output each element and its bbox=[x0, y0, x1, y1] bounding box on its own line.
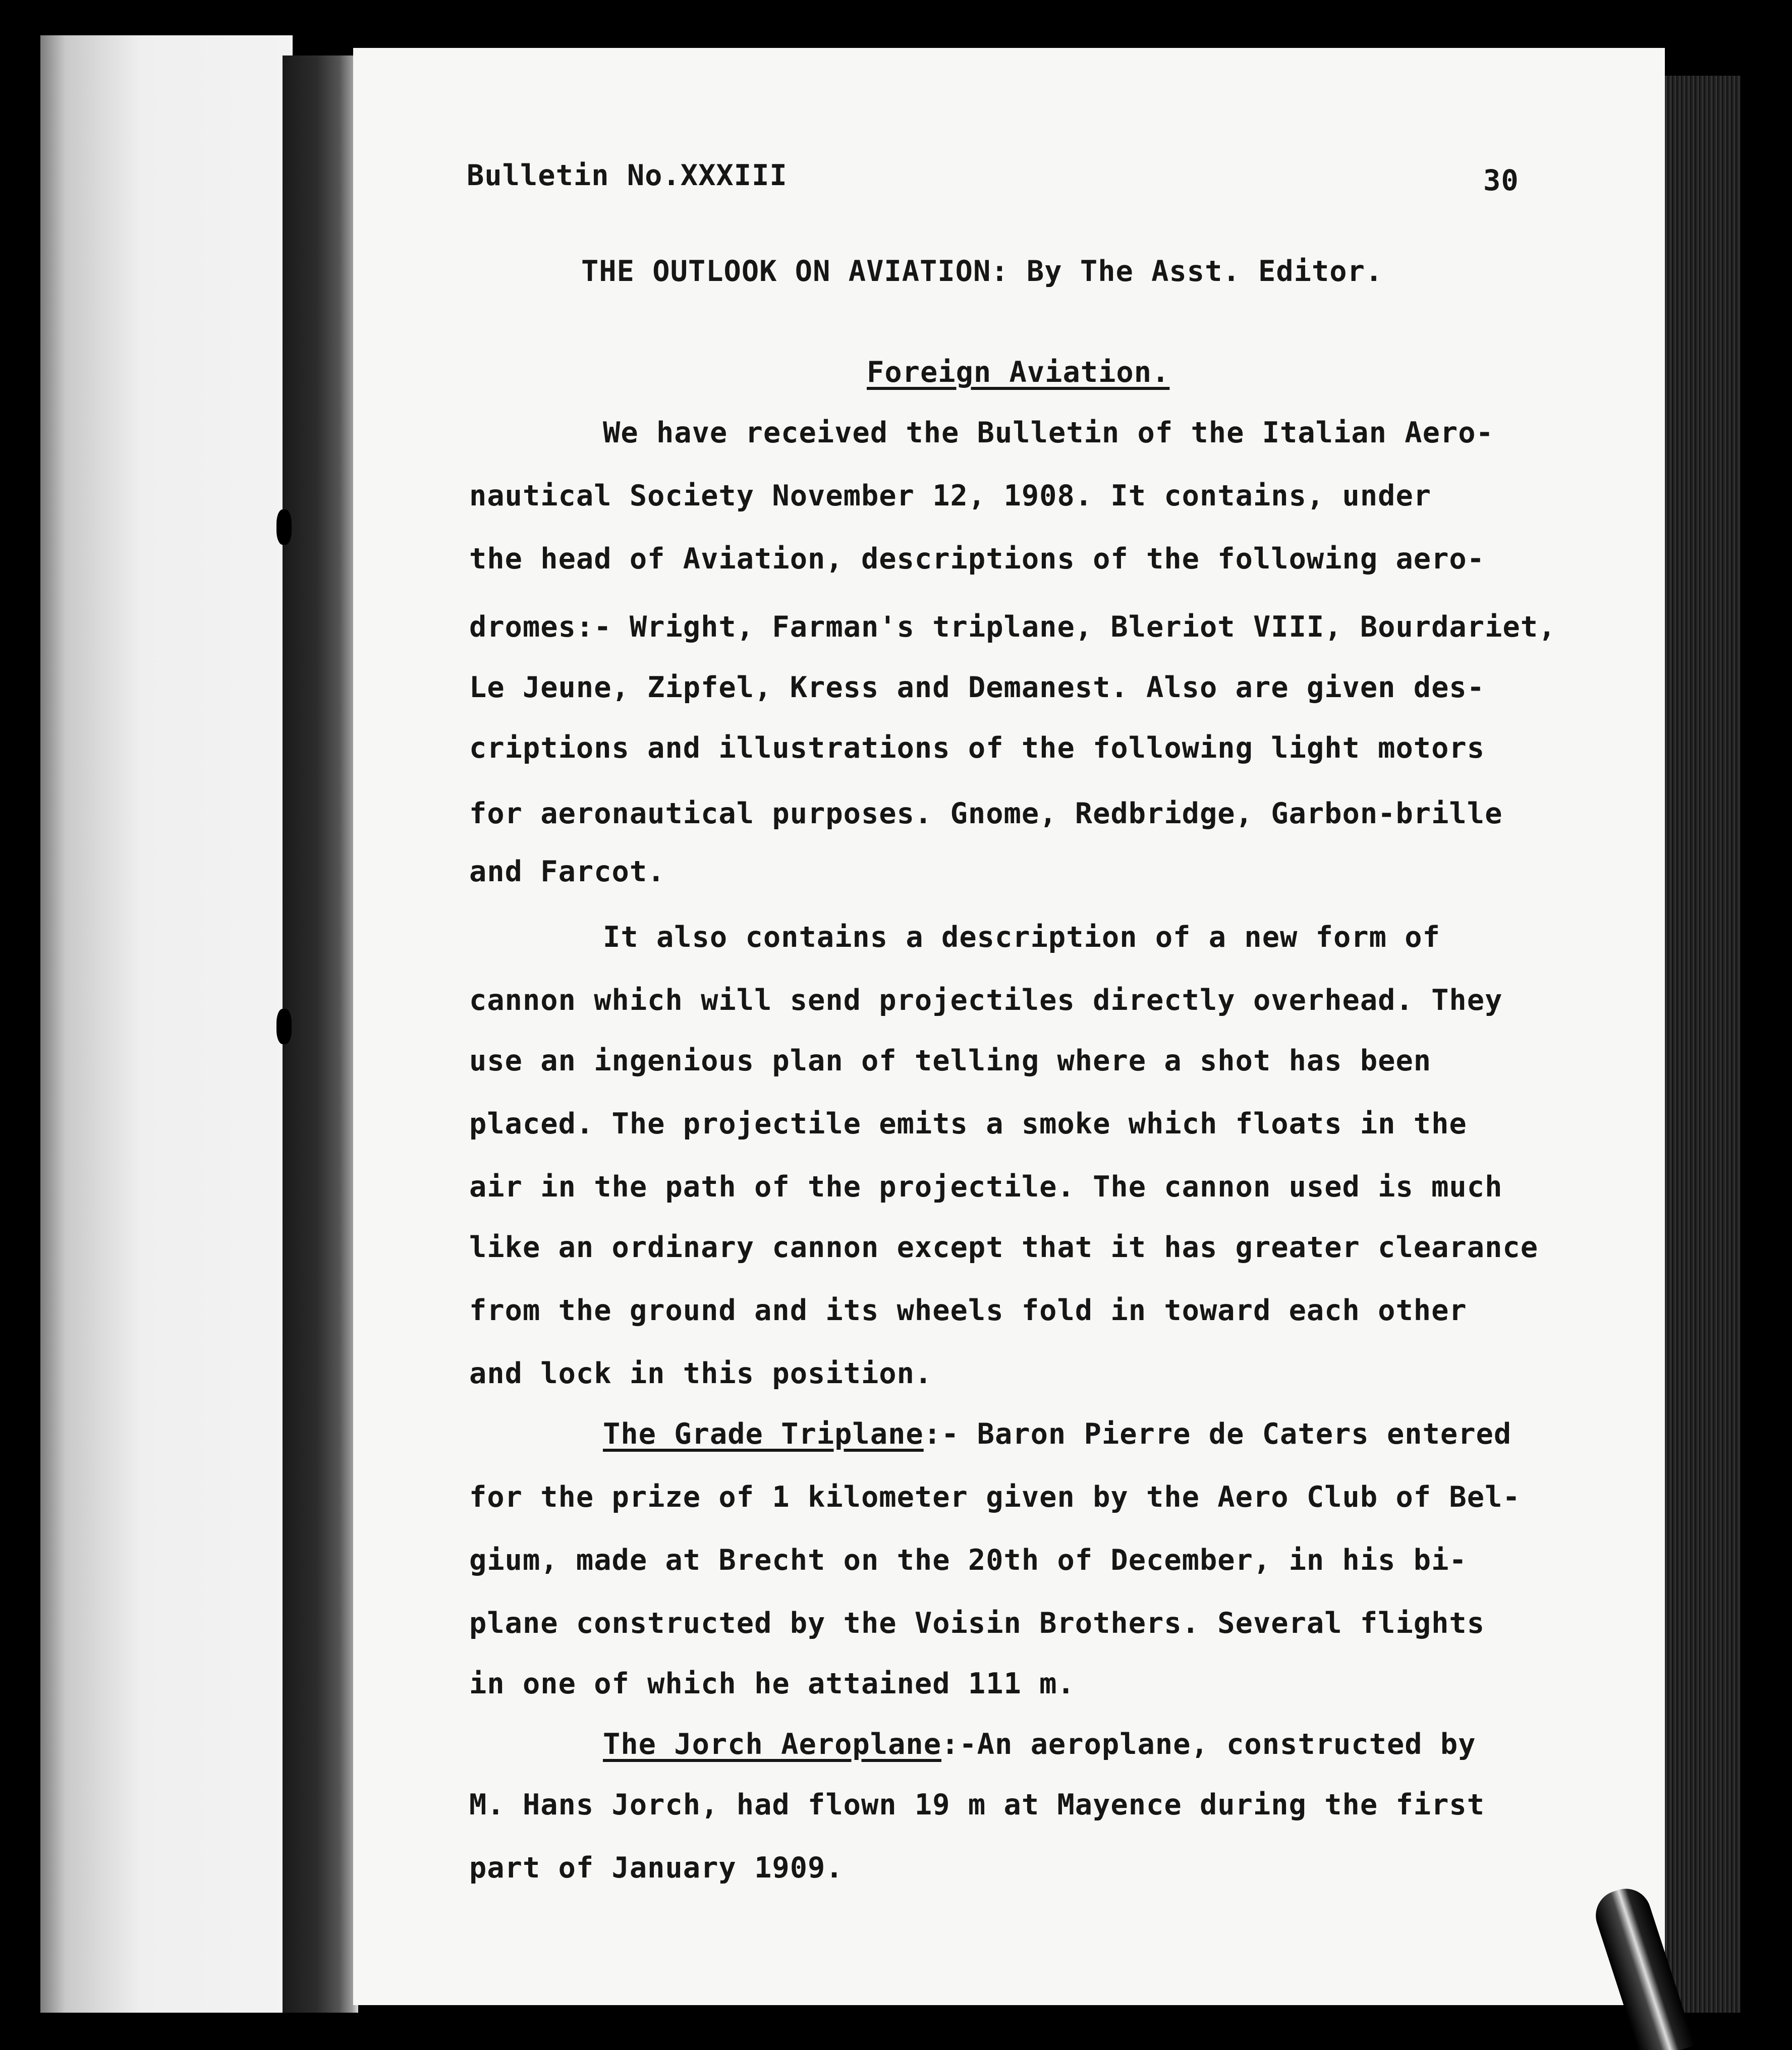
book-gutter-shadow bbox=[283, 55, 358, 2013]
paragraph-line: M. Hans Jorch, had flown 19 m at Mayence during the first bbox=[469, 1788, 1485, 1821]
subheading-grade-triplane: The Grade Triplane bbox=[603, 1417, 924, 1451]
paragraph-text: :-An aeroplane, constructed by bbox=[941, 1728, 1476, 1761]
paragraph-line: nautical Society November 12, 1908. It contains, under bbox=[469, 479, 1432, 512]
paragraph-line: for the prize of 1 kilometer given by the Aero Club of Bel- bbox=[469, 1480, 1521, 1514]
paragraph-line: gium, made at Brecht on the 20th of December, in his bi- bbox=[469, 1544, 1467, 1577]
binding-clip-mark bbox=[276, 509, 292, 545]
paragraph-line: dromes:- Wright, Farman's triplane, Bleriot VIII, Bourdariet, bbox=[469, 610, 1556, 644]
subheading-jorch-aeroplane: The Jorch Aeroplane bbox=[603, 1728, 942, 1761]
document-page bbox=[353, 48, 1665, 2005]
section-heading: Foreign Aviation. bbox=[867, 356, 1170, 389]
paragraph-line: like an ordinary cannon except that it has greater clearance bbox=[469, 1231, 1539, 1264]
paragraph-line bbox=[603, 1728, 1476, 1761]
paragraph-line: cannon which will send projectiles directly overhead. They bbox=[469, 984, 1503, 1017]
left-facing-page bbox=[40, 35, 293, 2013]
paragraph-line: use an ingenious plan of telling where a shot has been bbox=[469, 1044, 1432, 1077]
paragraph-line: We have received the Bulletin of the Italian Aero- bbox=[603, 416, 1494, 449]
paragraph-line bbox=[603, 1417, 1511, 1451]
document-title: THE OUTLOOK ON AVIATION: By The Asst. Editor. bbox=[581, 255, 1383, 288]
paragraph-line: air in the path of the projectile. The cannon used is much bbox=[469, 1170, 1503, 1204]
bulletin-number: Bulletin No.XXXIII bbox=[467, 159, 788, 192]
page-number: 30 bbox=[1483, 164, 1519, 197]
page-edges bbox=[1665, 76, 1741, 2013]
paragraph-line: part of January 1909. bbox=[469, 1851, 844, 1885]
paragraph-line: for aeronautical purposes. Gnome, Redbridge, Garbon-brille bbox=[469, 797, 1503, 830]
paragraph-line: plane constructed by the Voisin Brothers. Several flights bbox=[469, 1607, 1485, 1640]
paragraph-line: in one of which he attained 111 m. bbox=[469, 1667, 1075, 1700]
paragraph-text: :- Baron Pierre de Caters entered bbox=[923, 1417, 1512, 1451]
faint-bleed-text bbox=[86, 111, 104, 144]
paragraph-line: the head of Aviation, descriptions of the following aero- bbox=[469, 542, 1485, 576]
paragraph-line: placed. The projectile emits a smoke which floats in the bbox=[469, 1107, 1467, 1141]
binding-clip-mark bbox=[276, 1009, 292, 1044]
paragraph-line: It also contains a description of a new form of bbox=[603, 921, 1440, 954]
paragraph-line: criptions and illustrations of the following light motors bbox=[469, 731, 1485, 765]
paragraph-line: Le Jeune, Zipfel, Kress and Demanest. Also are given des- bbox=[469, 671, 1485, 704]
paragraph-line: and Farcot. bbox=[469, 855, 665, 888]
paragraph-line: and lock in this position. bbox=[469, 1357, 933, 1390]
paragraph-line: from the ground and its wheels fold in toward each other bbox=[469, 1294, 1467, 1327]
